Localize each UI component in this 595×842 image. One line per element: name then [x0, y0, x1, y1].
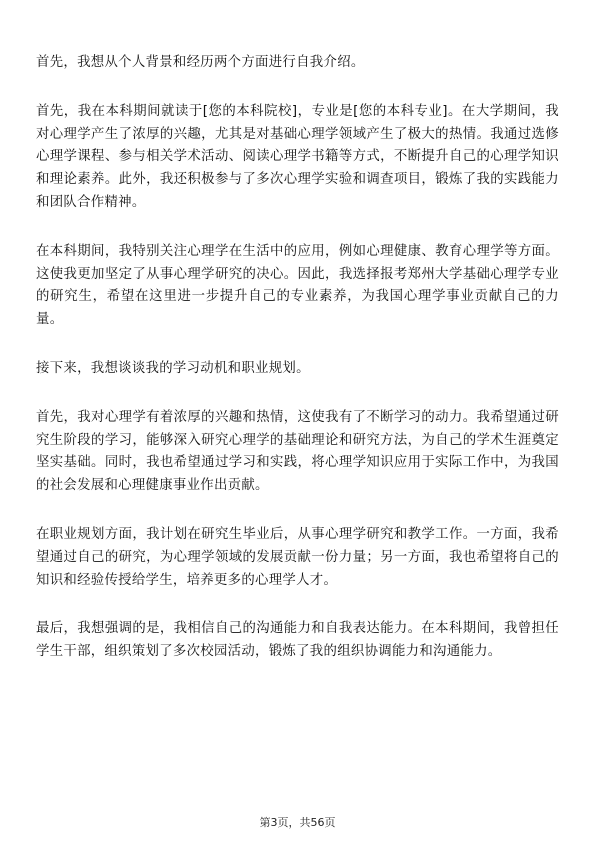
paragraph-motivation-intro: 接下来，我想谈谈我的学习动机和职业规划。 — [36, 360, 310, 376]
paragraph-background: 首先，我在本科期间就读于[您的本科院校]，专业是[您的本科专业]。在大学期间，我对心理学产生了浓厚的兴趣，尤其是对基础心理学领域产生了极大的热情。我通过选修心理学课程、参与相关学术活动、阅读心理学书籍等方式，不断提升自己的心理学知识和理论素养。此外，我还积极参与了多次心理学实验和调查项目，锻炼了我的实践能力和团队合作精神。 — [36, 103, 559, 210]
paragraph-closing: 最后，我想强调的是，我相信自己的沟通能力和自我表达能力。在本科期间，我曾担任学生干部，组织策划了多次校园活动，锻炼了我的组织协调能力和沟通能力。 — [36, 621, 559, 660]
paragraph-career-plan: 在职业规划方面，我计划在研究生毕业后，从事心理学研究和教学工作。一方面，我希望通过自己的研究，为心理学领域的发展贡献一份力量；另一方面，我也希望将自己的知识和经验传授给学生，培养更多的心理学人才。 — [36, 526, 559, 588]
paragraph-intro: 首先，我想从个人背景和经历两个方面进行自我介绍。 — [36, 55, 365, 70]
page-number: 第3页，共56页 — [259, 816, 336, 829]
paragraph-undergrad-focus: 在本科期间，我特别关注心理学在生活中的应用，例如心理健康、教育心理学等方面。这使我更加坚定了从事心理学研究的决心。因此，我选择报考郑州大学基础心理学专业的研究生，希望在这里进一步提升自己的专业素养，为我国心理学事业贡献自己的力量。 — [36, 243, 559, 328]
paragraph-motivation: 首先，我对心理学有着浓厚的兴趣和热情，这使我有了不断学习的动力。我希望通过研究生阶段的学习，能够深入研究心理学的基础理论和研究方法，为自己的学术生涯奠定坚实基础。同时，我也希望通过学习和实践，将心理学知识应用于实际工作中，为我国的社会发展和心理健康事业作出贡献。 — [36, 409, 559, 494]
